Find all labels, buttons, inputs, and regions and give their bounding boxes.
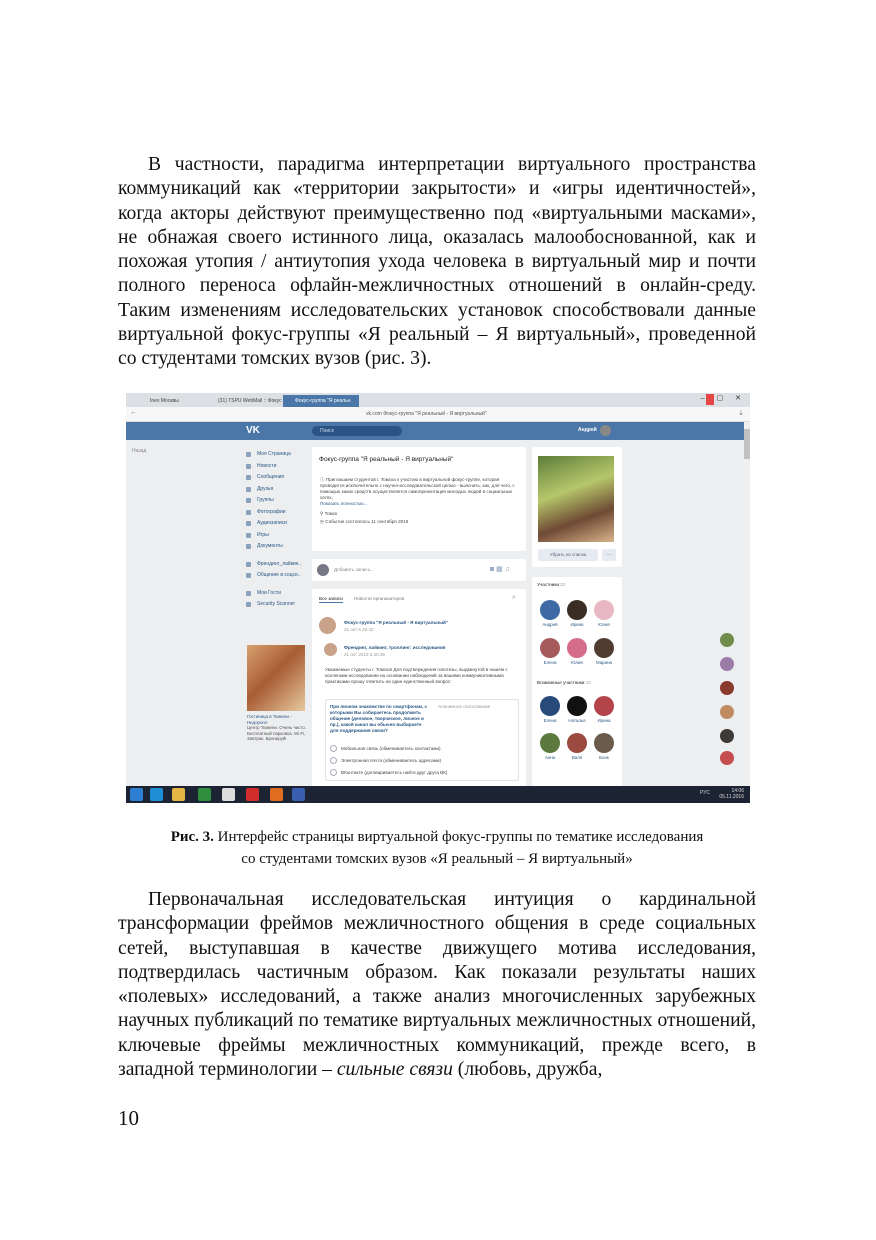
ie-icon[interactable] [150,788,163,801]
address-text[interactable]: vk.com Фокус-группа "Я реальный - Я виртуальный" [366,411,487,417]
chat-avatar[interactable] [720,657,734,671]
windows-start-icon[interactable] [130,788,143,801]
figure-screenshot [126,393,750,803]
menu-item[interactable]: Фотографии [244,507,314,519]
avatar[interactable] [600,425,611,436]
caption-line-2: со студентами томских вузов «Я реальный – Я виртуальный» [241,851,633,867]
back-arrow-icon[interactable]: ← [130,409,137,416]
menu-item[interactable]: Общение в соцсе.. [244,570,314,582]
menu-item[interactable]: Мои Гости [244,588,314,600]
menu-item[interactable]: Сообщения [244,472,314,484]
member-name[interactable]: Андрей [542,622,558,627]
avatar[interactable] [324,643,337,656]
post-text: Уважаемые студенты г. Томска! Для подтверждения гипотезы, выдвинутой в нашем с коллегами исследовании на основании наблюдений за вашими коммуникативными практиками прошу ответить на один единственный вопрос: [325,667,508,684]
member-name[interactable]: Марина [596,660,612,665]
user-name[interactable]: Андрей [578,427,597,433]
member-name[interactable]: Валя [571,755,583,760]
member-avatar[interactable] [540,733,560,753]
excel-icon[interactable] [198,788,211,801]
scrollbar[interactable] [744,422,750,788]
members-label: Участники 22 [537,582,566,587]
emphasis: сильные связи [336,1059,453,1081]
attach-icon[interactable]: ◙ ▦ ♫ [490,566,510,573]
scrollbar-thumb[interactable] [744,429,750,459]
ad-text[interactable] [247,714,309,742]
member-name[interactable]: Анна [544,755,556,760]
member-avatar[interactable] [540,600,560,620]
member-avatar[interactable] [567,696,587,716]
chat-avatar[interactable] [720,705,734,719]
browser-tab-bar [126,393,750,407]
chat-avatar[interactable] [720,633,734,647]
caption-line-1: Интерфейс страницы виртуальной фокус-группы по тематике исследования [217,829,704,845]
member-avatar[interactable] [567,600,587,620]
menu-item[interactable]: Игры [244,530,314,542]
chat-avatar[interactable] [720,681,734,695]
browser-tab-active[interactable]: Фокус-группа "Я реальн [283,395,359,407]
show-more-link[interactable]: Показать полностью... [320,501,368,506]
member-name[interactable]: Наталья [568,718,586,723]
taskbar [126,786,750,803]
menu-item[interactable]: Новости [244,461,314,473]
poll-question: При личном знакомстве по смартфонам, с которыми Вы собираетесь продолжить общение (деловое, творческое, личное и пр.), какой канал вы обычно выбираете для поддержания связи? [330,704,428,733]
member-name[interactable]: Юлия [571,660,583,665]
menu-item[interactable]: Моя Страница [244,449,314,461]
info-icon: ⓘ [320,477,326,482]
member-name[interactable]: Елена [543,660,557,665]
possible-members-label: Возможные участники 10 [537,680,591,685]
post-input[interactable]: Добавить запись... [334,567,374,572]
address-bar[interactable] [126,407,750,422]
ad-image[interactable] [247,645,305,711]
repost-date: 21 окт 2016 в 20:35 [344,652,386,657]
member-avatar[interactable] [567,733,587,753]
more-button[interactable]: ··· [602,549,616,561]
ad-title[interactable]: Гостиница в Тюмени - Недорого! [247,714,292,725]
menu-item[interactable]: Группы [244,495,314,507]
vk-logo[interactable]: VK [246,425,260,436]
group-photo[interactable] [538,456,614,542]
word-icon[interactable] [292,788,305,801]
member-avatar[interactable] [540,638,560,658]
post-author[interactable]: Фокус-группа "Я реальный - Я виртуальный" [344,620,448,625]
figure-caption [118,826,756,870]
page-number: 10 [118,1106,139,1130]
member-avatar[interactable] [594,733,614,753]
post-date: 21 окт в 20:42 [344,627,374,632]
member-name[interactable]: Ирина [570,622,584,627]
caption-label: Рис. 3. [170,829,214,845]
member-avatar[interactable] [594,638,614,658]
tab-all-posts[interactable]: Все записи [319,596,343,601]
opera-icon[interactable] [246,788,259,801]
member-avatar[interactable] [594,600,614,620]
avatar[interactable] [319,617,336,634]
poll-option[interactable]: Электронная почта (обмениваетесь адресами) [330,755,447,767]
city: ⚲ Томск [320,511,338,516]
tray-language[interactable]: РУС [699,790,710,796]
member-name[interactable]: Елена [543,718,557,723]
search-input[interactable]: Поиск [312,426,402,436]
repost-author[interactable]: Френдинг, лайкинг, троллинг: исследования [344,645,446,650]
group-title: Фокус-группа "Я реальный - Я виртуальный" [319,456,454,463]
chat-avatar[interactable] [720,751,734,765]
paragraph-2: Первоначальная исследовательская интуиция о кардинальной трансформации фреймов межличностного общения в среде социальных сетей, выступавшая в качестве движущего мотива исследования, подтвердилась частичным образом. Как показали результаты наших «полевых» исследований, а также анализ многочисленных зарубежных научных публикаций по тематике виртуальных межличностных отношений, ключевые фреймы межличностных коммуникаций, прежде всего, в западной терминологии – сильные связи (любовь, дружба, [118,889,756,1081]
member-avatar[interactable] [540,696,560,716]
left-menu [244,449,314,611]
menu-item[interactable]: Друзья [244,484,314,496]
radio-icon [330,769,337,776]
member-name[interactable]: Бонк [599,755,609,760]
browser-tab[interactable]: Ines Москвы [150,398,179,404]
folder-icon[interactable] [172,788,185,801]
radio-icon [330,757,337,764]
menu-item[interactable]: Френдинг_лайкин.. [244,559,314,571]
leave-button[interactable]: Убрать из списка [538,549,598,561]
member-avatar[interactable] [594,696,614,716]
menu-item[interactable]: Security Scanner [244,599,314,611]
menu-item[interactable]: Документы [244,541,314,553]
back-link[interactable]: Назад [132,448,147,454]
avatar [317,564,329,576]
vk-header [126,422,744,440]
poll-type: Анонимное голосование [438,704,491,709]
poll-options [330,743,447,779]
chat-avatar[interactable] [720,729,734,743]
window-controls-icon[interactable]: – ▢ ✕ [700,395,746,402]
search-icon[interactable]: ⌕ [512,594,516,601]
browser-tab[interactable]: (31) TSPU WebMail :: Фокус [218,398,282,404]
event-date: ◷ Событие состоялось 11 сентября 2016 [320,519,409,524]
tab-organizer-news[interactable]: Новости организаторов [354,596,405,601]
download-icon[interactable]: ⇣ [738,410,744,417]
ad-description: Центр Тюмени. Очень чисто. Бесплатный парковка. Wi-Fi, Завтрак. Бронируй! [247,725,306,741]
member-name[interactable]: Ирина [597,718,611,723]
firefox-icon[interactable] [270,788,283,801]
menu-item[interactable]: Аудиозаписи [244,518,314,530]
member-name[interactable]: Юлия [598,622,610,627]
paragraph-1: В частности, парадигма интерпретации виртуального пространства коммуникаций как «территории закрытости» и «игры идентичностей», когда акторы действуют преимущественно под «виртуальными масками», не обнажая своего истинного лица, оказалась малообоснованной, как и похожая утопия / антиутопия ухода человека в виртуальный мир и почти полного переноса офлайн-межличностных отношений в онлайн-среду. Таким изменениям исследовательских установок способствовали данные виртуальной фокус-группы «Я реальный – Я виртуальный», проведенной со студентами томских вузов (рис. 3). [118,154,756,370]
taskbar-clock[interactable]: 14:06 05.11.2016 [719,788,744,800]
radio-icon [330,745,337,752]
member-avatar[interactable] [567,638,587,658]
poll-option[interactable]: ВКонтакте (договариваетесь найти друг друга ВК) [330,767,447,779]
poll-option[interactable]: Мобильная связь (обмениваетесь контактами) [330,743,447,755]
yandex-icon[interactable] [222,788,235,801]
group-description: ⓘ Приглашаем студентов г. Томска к участию в виртуальной фокус-группе, которая проводится исключительно с научно-исследовательской целью - выяснить, как, для чего, с помощью каких средств осуществляется самопрезентация молодых людей в социальных сетях, Показать полностью... ⚲ Томск ◷ Событие состоялось 11 сентября 2016 [320,477,518,525]
